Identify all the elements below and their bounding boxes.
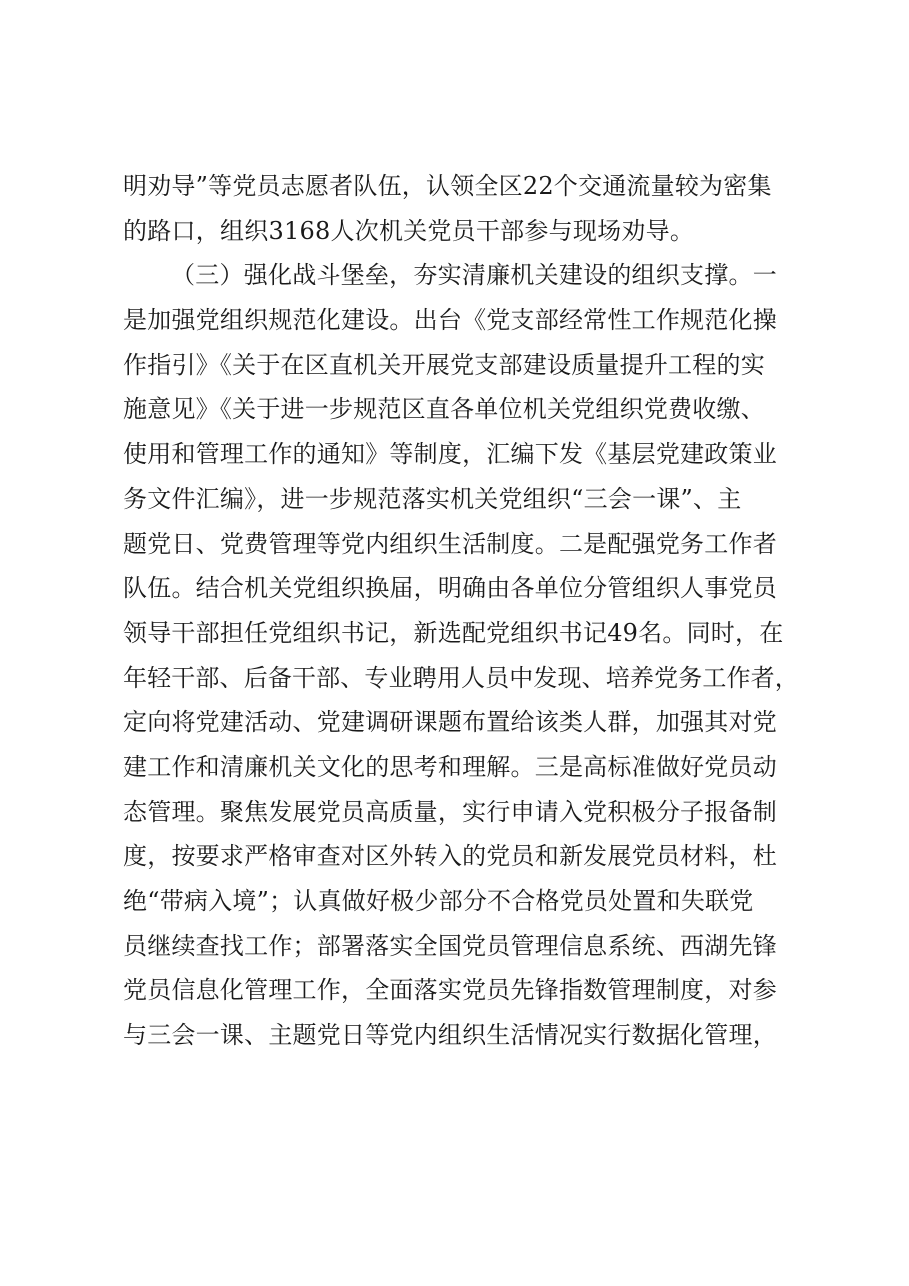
text-line: 队伍。结合机关党组织换届，明确由各单位分管组织人事党员: [123, 574, 777, 603]
text-line: 施意见》《关于进一步规范区直各单位机关党组织党费收缴、: [123, 395, 765, 424]
text-line: 务文件汇编》，进一步规范落实机关党组织“三会一课”、主: [123, 484, 742, 513]
text-line: 作指引》《关于在区直机关开展党支部建设质量提升工程的实: [123, 350, 765, 379]
text-line: 态管理。聚焦发展党员高质量，实行申请入党积极分子报备制: [123, 797, 777, 826]
text-line: 领导干部担任党组织书记，新选配党组织书记49名。同时，在: [123, 618, 784, 647]
text-line: 员继续查找工作；部署落实全国党员管理信息系统、西湖先锋: [123, 931, 777, 960]
text-line: 绝“带病入境”；认真做好极少部分不合格党员处置和失联党: [123, 887, 754, 915]
text-line: 年轻干部、后备干部、专业聘用人员中发现、培养党务工作者，: [123, 663, 799, 692]
text-line: 度，按要求严格审查对区外转入的党员和新发展党员材料，杜: [123, 842, 777, 871]
text-line: 明劝导”等党员志愿者队伍，认领全区22个交通流量较为密集: [123, 172, 772, 200]
text-line: 党员信息化管理工作，全面落实党员先锋指数管理制度，对参: [123, 976, 777, 1005]
text-line: 题党日、党费管理等党内组织生活制度。二是配强党务工作者: [123, 529, 777, 558]
body-text: [123, 164, 799, 1058]
text-line: 与三会一课、主题党日等党内组织生活情况实行数据化管理，: [123, 1021, 777, 1050]
section-heading-line: （三）强化战斗堡垒，夯实清廉机关建设的组织支撑。一: [171, 261, 777, 290]
text-line: 的路口，组织3168人次机关党员干部参与现场劝导。: [123, 216, 695, 245]
text-line: 使用和管理工作的通知》等制度，汇编下发《基层党建政策业: [123, 440, 777, 469]
text-line: 是加强党组织规范化建设。出台《党支部经常性工作规范化操: [123, 306, 777, 335]
text-line: 建工作和清廉机关文化的思考和理解。三是高标准做好党员动: [123, 752, 777, 781]
text-line: 定向将党建活动、党建调研课题布置给该类人群，加强其对党: [123, 708, 777, 737]
